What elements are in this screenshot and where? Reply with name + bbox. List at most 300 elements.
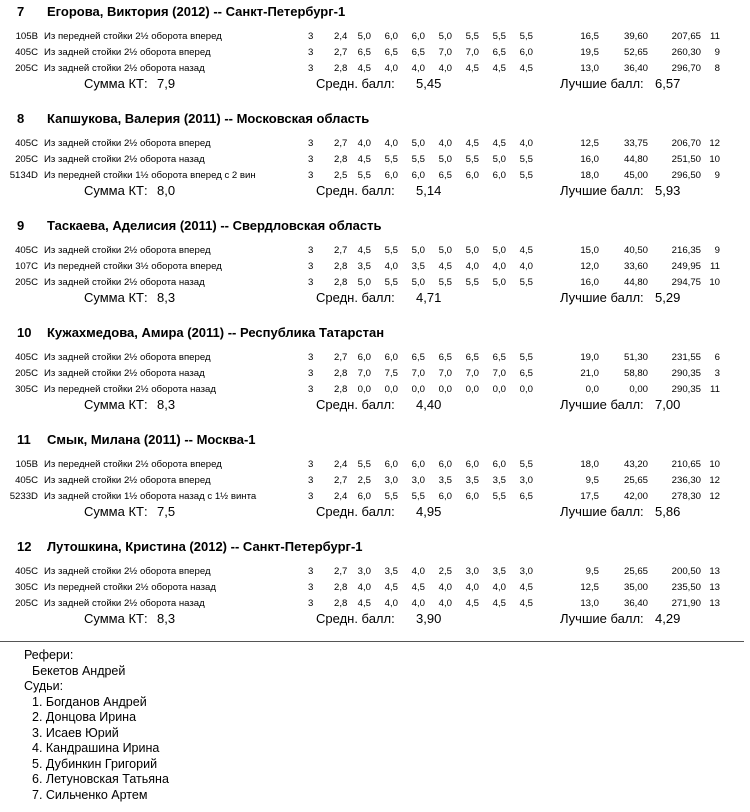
dive-height: 3 xyxy=(308,154,314,165)
judge-score: 6,5 xyxy=(384,47,398,58)
dive-raw-score: 9,5 xyxy=(585,566,599,577)
running-rank: 11 xyxy=(710,261,720,272)
running-rank: 8 xyxy=(714,63,720,74)
dive-points: 35,00 xyxy=(623,582,648,593)
referee-label: Рефери: xyxy=(24,648,74,662)
dive-height: 3 xyxy=(308,475,314,486)
judge-score: 4,0 xyxy=(384,598,398,609)
athlete-summary xyxy=(0,396,750,414)
judge-item: 7. Сильченко Артем xyxy=(32,787,148,802)
dive-code: 305C xyxy=(15,582,38,593)
kt-sum-value: 7,5 xyxy=(157,504,176,519)
running-rank: 12 xyxy=(709,138,720,149)
average-value: 4,40 xyxy=(416,397,442,412)
dive-raw-score: 19,0 xyxy=(580,352,599,363)
dive-difficulty: 2,7 xyxy=(334,47,348,58)
judge-score: 3,0 xyxy=(411,475,425,486)
judge-score: 5,5 xyxy=(519,352,533,363)
judge-score: 6,5 xyxy=(492,47,506,58)
dive-height: 3 xyxy=(308,138,314,149)
running-rank: 13 xyxy=(709,566,720,577)
dive-raw-score: 18,0 xyxy=(580,170,599,181)
kt-sum-label: Сумма КТ: xyxy=(84,397,148,412)
dive-raw-score: 17,5 xyxy=(580,491,599,502)
dive-difficulty: 2,7 xyxy=(334,475,348,486)
judge-score: 7,0 xyxy=(357,368,371,379)
dive-row xyxy=(0,382,750,397)
best-value: 6,57 xyxy=(655,76,681,91)
judge-score: 5,0 xyxy=(411,138,425,149)
judge-score: 6,0 xyxy=(411,31,425,42)
running-total: 210,65 xyxy=(671,459,701,470)
running-total: 216,35 xyxy=(671,245,701,256)
judge-score: 4,0 xyxy=(438,138,452,149)
dive-description: Из задней стойки 2½ оборота вперед xyxy=(44,566,211,577)
judge-score: 3,0 xyxy=(519,566,533,577)
judge-score: 5,5 xyxy=(357,170,371,181)
judge-score: 3,0 xyxy=(357,566,371,577)
dive-difficulty: 2,8 xyxy=(334,384,348,395)
judge-score: 5,5 xyxy=(438,277,452,288)
athlete-block xyxy=(0,110,750,218)
dive-row xyxy=(0,350,750,365)
dive-code: 405C xyxy=(15,352,38,363)
kt-sum-value: 7,9 xyxy=(157,76,176,91)
judge-item: 5. Дубинкин Григорий xyxy=(32,756,158,771)
dive-height: 3 xyxy=(308,566,314,577)
officials-block xyxy=(24,648,169,803)
judge-score: 7,0 xyxy=(465,47,479,58)
dive-description: Из задней стойки 2½ оборота вперед xyxy=(44,352,211,363)
dive-raw-score: 13,0 xyxy=(580,63,599,74)
dive-points: 44,80 xyxy=(623,154,648,165)
dive-points: 33,60 xyxy=(623,261,648,272)
running-rank: 3 xyxy=(714,368,720,379)
judge-score: 3,5 xyxy=(438,475,452,486)
dive-row xyxy=(0,580,750,595)
athlete-place: 8 xyxy=(17,111,25,126)
athlete-summary xyxy=(0,610,750,628)
judge-item: 4. Кандрашина Ирина xyxy=(32,741,160,755)
dive-points: 39,60 xyxy=(623,31,648,42)
dive-row xyxy=(0,45,750,60)
dive-row xyxy=(0,136,750,151)
judge-score: 5,5 xyxy=(384,245,398,256)
dive-row xyxy=(0,366,750,381)
judge-score: 4,0 xyxy=(357,582,371,593)
dive-row xyxy=(0,457,750,472)
dive-points: 45,00 xyxy=(623,170,648,181)
dive-height: 3 xyxy=(308,31,314,42)
judge-score: 5,0 xyxy=(438,154,452,165)
dive-description: Из передней стойки 2½ оборота назад xyxy=(44,384,216,395)
judge-score: 4,5 xyxy=(357,598,371,609)
judge-score: 4,0 xyxy=(411,63,425,74)
dive-difficulty: 2,8 xyxy=(334,63,348,74)
judge-score: 4,0 xyxy=(357,138,371,149)
dive-height: 3 xyxy=(308,277,314,288)
dive-raw-score: 18,0 xyxy=(580,459,599,470)
judge-score: 4,0 xyxy=(438,598,452,609)
judge-item: 1. Богданов Андрей xyxy=(32,694,147,709)
dive-height: 3 xyxy=(308,582,314,593)
judge-score: 5,5 xyxy=(519,459,533,470)
judge-score: 4,5 xyxy=(357,154,371,165)
dive-row xyxy=(0,275,750,290)
judge-score: 6,0 xyxy=(411,170,425,181)
athlete-block xyxy=(0,431,750,539)
dive-code: 205C xyxy=(15,63,38,74)
judge-score: 6,5 xyxy=(465,352,479,363)
average-value: 5,14 xyxy=(416,183,442,198)
judge-score: 5,0 xyxy=(411,277,425,288)
kt-sum-label: Сумма КТ: xyxy=(84,611,148,626)
judge-score: 5,5 xyxy=(519,170,533,181)
judge-score: 6,0 xyxy=(357,352,371,363)
dive-raw-score: 13,0 xyxy=(580,598,599,609)
judge-score: 7,0 xyxy=(438,47,452,58)
dive-description: Из задней стойки 2½ оборота вперед xyxy=(44,47,211,58)
best-value: 5,86 xyxy=(655,504,681,519)
average-label: Средн. балл: xyxy=(316,183,395,198)
dive-code: 5134D xyxy=(9,170,38,181)
average-label: Средн. балл: xyxy=(316,76,395,91)
running-rank: 11 xyxy=(710,31,720,42)
judge-score: 2,5 xyxy=(357,475,371,486)
judges-label: Судьи: xyxy=(24,679,64,693)
dive-points: 0,00 xyxy=(629,384,648,395)
judge-score: 4,0 xyxy=(384,261,398,272)
running-total: 200,50 xyxy=(671,566,701,577)
best-value: 7,00 xyxy=(655,397,681,412)
section-divider xyxy=(0,641,744,642)
running-total: 296,70 xyxy=(671,63,701,74)
dive-points: 52,65 xyxy=(623,47,648,58)
dive-raw-score: 15,0 xyxy=(580,245,599,256)
running-rank: 9 xyxy=(714,170,720,181)
judge-score: 4,5 xyxy=(438,261,452,272)
judge-score: 3,5 xyxy=(411,261,425,272)
athlete-title: Кужахмедова, Амира (2011) -- Республика Татарстан xyxy=(47,325,385,340)
referee-name: Бекетов Андрей xyxy=(32,663,126,678)
judge-score: 6,0 xyxy=(384,459,398,470)
dive-raw-score: 21,0 xyxy=(580,368,599,379)
dive-description: Из задней стойки 2½ оборота вперед xyxy=(44,138,211,149)
dive-code: 105B xyxy=(15,31,38,42)
judge-score: 7,0 xyxy=(492,368,506,379)
dive-height: 3 xyxy=(308,245,314,256)
dive-difficulty: 2,8 xyxy=(334,582,348,593)
judge-score: 4,0 xyxy=(438,582,452,593)
judge-score: 4,5 xyxy=(465,598,479,609)
kt-sum-value: 8,3 xyxy=(157,397,176,412)
running-total: 296,50 xyxy=(671,170,701,181)
judge-score: 2,5 xyxy=(438,566,452,577)
dive-code: 205C xyxy=(15,277,38,288)
dive-description: Из задней стойки 2½ оборота назад xyxy=(44,277,205,288)
kt-sum-label: Сумма КТ: xyxy=(84,183,148,198)
running-rank: 10 xyxy=(709,277,720,288)
running-rank: 12 xyxy=(709,475,720,486)
judge-score: 6,0 xyxy=(384,31,398,42)
dive-height: 3 xyxy=(308,47,314,58)
athlete-title: Егорова, Виктория (2012) -- Санкт-Петербург-1 xyxy=(47,4,346,19)
judge-score: 5,5 xyxy=(465,154,479,165)
dive-raw-score: 19,5 xyxy=(580,47,599,58)
judge-score: 4,5 xyxy=(357,63,371,74)
dive-row xyxy=(0,29,750,44)
dive-difficulty: 2,4 xyxy=(334,459,348,470)
judge-score: 4,5 xyxy=(384,582,398,593)
judge-score: 7,0 xyxy=(465,368,479,379)
dive-code: 405C xyxy=(15,47,38,58)
judge-score: 4,0 xyxy=(384,63,398,74)
dive-row xyxy=(0,168,750,183)
judge-score: 4,5 xyxy=(492,598,506,609)
judge-score: 7,0 xyxy=(411,368,425,379)
judge-score: 6,0 xyxy=(384,352,398,363)
athlete-title: Таскаева, Аделисия (2011) -- Свердловская область xyxy=(47,218,382,233)
judge-score: 5,0 xyxy=(438,31,452,42)
dive-difficulty: 2,5 xyxy=(334,170,348,181)
dive-description: Из передней стойки 1½ оборота вперед с 2 вин xyxy=(44,170,256,181)
judge-score: 6,5 xyxy=(519,368,533,379)
dive-description: Из задней стойки 2½ оборота вперед xyxy=(44,245,211,256)
dive-code: 405C xyxy=(15,475,38,486)
athlete-place: 9 xyxy=(17,218,25,233)
dive-row xyxy=(0,243,750,258)
dive-row xyxy=(0,564,750,579)
judge-score: 3,0 xyxy=(384,475,398,486)
running-total: 260,30 xyxy=(671,47,701,58)
dive-description: Из передней стойки 2½ оборота назад xyxy=(44,582,216,593)
judge-score: 3,5 xyxy=(492,475,506,486)
dive-difficulty: 2,8 xyxy=(334,598,348,609)
judge-score: 3,0 xyxy=(519,475,533,486)
judge-score: 4,0 xyxy=(465,261,479,272)
average-label: Средн. балл: xyxy=(316,290,395,305)
judge-score: 4,5 xyxy=(465,63,479,74)
judge-score: 4,5 xyxy=(357,245,371,256)
dive-code: 205C xyxy=(15,368,38,379)
judge-score: 4,0 xyxy=(492,261,506,272)
judge-score: 6,0 xyxy=(465,491,479,502)
dive-description: Из задней стойки 1½ оборота назад с 1½ винта xyxy=(44,491,257,502)
dive-difficulty: 2,7 xyxy=(334,245,348,256)
dive-height: 3 xyxy=(308,384,314,395)
judge-score: 6,0 xyxy=(384,170,398,181)
dive-description: Из передней стойки 2½ оборота вперед xyxy=(44,459,222,470)
judge-score: 0,0 xyxy=(519,384,533,395)
dive-points: 51,30 xyxy=(623,352,648,363)
judge-score: 6,0 xyxy=(438,491,452,502)
dive-row xyxy=(0,259,750,274)
judge-score: 6,0 xyxy=(465,170,479,181)
judge-score: 0,0 xyxy=(465,384,479,395)
running-rank: 10 xyxy=(709,154,720,165)
kt-sum-value: 8,3 xyxy=(157,290,176,305)
kt-sum-value: 8,3 xyxy=(157,611,176,626)
running-total: 278,30 xyxy=(671,491,701,502)
judge-score: 6,5 xyxy=(411,352,425,363)
judge-score: 5,5 xyxy=(411,154,425,165)
running-rank: 12 xyxy=(709,491,720,502)
dive-code: 105B xyxy=(15,459,38,470)
average-value: 4,95 xyxy=(416,504,442,519)
dive-raw-score: 0,0 xyxy=(585,384,599,395)
dive-points: 43,20 xyxy=(623,459,648,470)
dive-description: Из передней стойки 2½ оборота вперед xyxy=(44,31,222,42)
judge-score: 5,5 xyxy=(492,491,506,502)
dive-height: 3 xyxy=(308,170,314,181)
athlete-title: Лутошкина, Кристина (2012) -- Санкт-Петербург-1 xyxy=(47,539,363,554)
judge-score: 6,0 xyxy=(465,459,479,470)
judge-score: 4,0 xyxy=(411,566,425,577)
judge-score: 0,0 xyxy=(492,384,506,395)
best-label: Лучшие балл: xyxy=(560,397,644,412)
best-label: Лучшие балл: xyxy=(560,76,644,91)
dive-difficulty: 2,8 xyxy=(334,368,348,379)
judge-score: 6,5 xyxy=(519,491,533,502)
athlete-summary xyxy=(0,182,750,200)
best-label: Лучшие балл: xyxy=(560,611,644,626)
dive-code: 5233D xyxy=(9,491,38,502)
running-total: 235,50 xyxy=(671,582,701,593)
judge-score: 3,0 xyxy=(465,566,479,577)
best-label: Лучшие балл: xyxy=(560,504,644,519)
judge-score: 6,0 xyxy=(492,459,506,470)
dive-height: 3 xyxy=(308,459,314,470)
judge-score: 4,5 xyxy=(465,138,479,149)
running-total: 271,90 xyxy=(671,598,701,609)
dive-code: 405C xyxy=(15,245,38,256)
judge-score: 6,0 xyxy=(519,47,533,58)
judge-score: 4,0 xyxy=(492,582,506,593)
best-label: Лучшие балл: xyxy=(560,183,644,198)
dive-code: 205C xyxy=(15,154,38,165)
judge-score: 6,5 xyxy=(492,352,506,363)
judge-score: 6,0 xyxy=(492,170,506,181)
dive-difficulty: 2,4 xyxy=(334,31,348,42)
running-total: 251,50 xyxy=(671,154,701,165)
athlete-summary xyxy=(0,289,750,307)
judge-score: 7,0 xyxy=(438,368,452,379)
judge-score: 0,0 xyxy=(411,384,425,395)
athlete-title: Смык, Милана (2011) -- Москва-1 xyxy=(47,432,256,447)
dive-points: 44,80 xyxy=(623,277,648,288)
dive-points: 33,75 xyxy=(623,138,648,149)
running-total: 231,55 xyxy=(671,352,701,363)
judge-score: 0,0 xyxy=(357,384,371,395)
dive-description: Из задней стойки 2½ оборота назад xyxy=(44,598,205,609)
judge-score: 5,0 xyxy=(411,245,425,256)
dive-raw-score: 16,0 xyxy=(580,277,599,288)
athlete-summary xyxy=(0,503,750,521)
dive-difficulty: 2,7 xyxy=(334,352,348,363)
average-value: 5,45 xyxy=(416,76,442,91)
dive-difficulty: 2,7 xyxy=(334,566,348,577)
judge-score: 0,0 xyxy=(438,384,452,395)
running-total: 236,30 xyxy=(671,475,701,486)
dive-height: 3 xyxy=(308,63,314,74)
athlete-place: 7 xyxy=(17,4,25,19)
dive-description: Из передней стойки 3½ оборота вперед xyxy=(44,261,222,272)
running-rank: 6 xyxy=(714,352,720,363)
judge-score: 6,5 xyxy=(411,47,425,58)
dive-code: 405C xyxy=(15,138,38,149)
average-label: Средн. балл: xyxy=(316,397,395,412)
dive-raw-score: 12,0 xyxy=(580,261,599,272)
dive-description: Из задней стойки 2½ оборота назад xyxy=(44,154,205,165)
athlete-title: Капшукова, Валерия (2011) -- Московская область xyxy=(47,111,370,126)
judge-score: 5,0 xyxy=(465,245,479,256)
dive-raw-score: 12,5 xyxy=(580,138,599,149)
judge-score: 5,0 xyxy=(438,245,452,256)
dive-points: 36,40 xyxy=(623,63,648,74)
dive-row xyxy=(0,596,750,611)
dive-code: 405C xyxy=(15,566,38,577)
dive-difficulty: 2,7 xyxy=(334,138,348,149)
running-rank: 11 xyxy=(710,384,720,395)
judge-score: 4,0 xyxy=(438,63,452,74)
judge-score: 5,0 xyxy=(492,154,506,165)
judge-score: 3,5 xyxy=(465,475,479,486)
judge-score: 5,5 xyxy=(519,31,533,42)
judge-score: 6,0 xyxy=(438,459,452,470)
running-rank: 10 xyxy=(709,459,720,470)
judge-score: 5,5 xyxy=(492,31,506,42)
average-value: 3,90 xyxy=(416,611,442,626)
running-rank: 9 xyxy=(714,245,720,256)
average-value: 4,71 xyxy=(416,290,442,305)
judge-score: 5,0 xyxy=(357,31,371,42)
dive-points: 42,00 xyxy=(623,491,648,502)
athlete-block xyxy=(0,324,750,432)
athlete-place: 12 xyxy=(17,539,32,554)
dive-raw-score: 16,0 xyxy=(580,154,599,165)
running-total: 290,35 xyxy=(671,368,701,379)
dive-height: 3 xyxy=(308,352,314,363)
judge-score: 4,0 xyxy=(411,598,425,609)
judge-score: 0,0 xyxy=(384,384,398,395)
judge-score: 5,0 xyxy=(492,245,506,256)
dive-code: 305C xyxy=(15,384,38,395)
running-rank: 9 xyxy=(714,47,720,58)
judge-score: 4,5 xyxy=(519,245,533,256)
running-rank: 13 xyxy=(709,598,720,609)
judge-score: 5,5 xyxy=(384,491,398,502)
judge-score: 4,5 xyxy=(492,138,506,149)
running-total: 290,35 xyxy=(671,384,701,395)
judge-score: 5,5 xyxy=(465,277,479,288)
dive-height: 3 xyxy=(308,491,314,502)
judge-score: 4,5 xyxy=(411,582,425,593)
dive-points: 25,65 xyxy=(623,566,648,577)
best-value: 4,29 xyxy=(655,611,681,626)
running-total: 294,75 xyxy=(671,277,701,288)
running-rank: 13 xyxy=(709,582,720,593)
judge-score: 5,5 xyxy=(384,154,398,165)
kt-sum-label: Сумма КТ: xyxy=(84,76,148,91)
average-label: Средн. балл: xyxy=(316,611,395,626)
athlete-place: 11 xyxy=(17,432,31,447)
dive-raw-score: 16,5 xyxy=(580,31,599,42)
dive-height: 3 xyxy=(308,261,314,272)
dive-row xyxy=(0,473,750,488)
dive-points: 36,40 xyxy=(623,598,648,609)
dive-height: 3 xyxy=(308,598,314,609)
dive-row xyxy=(0,489,750,504)
